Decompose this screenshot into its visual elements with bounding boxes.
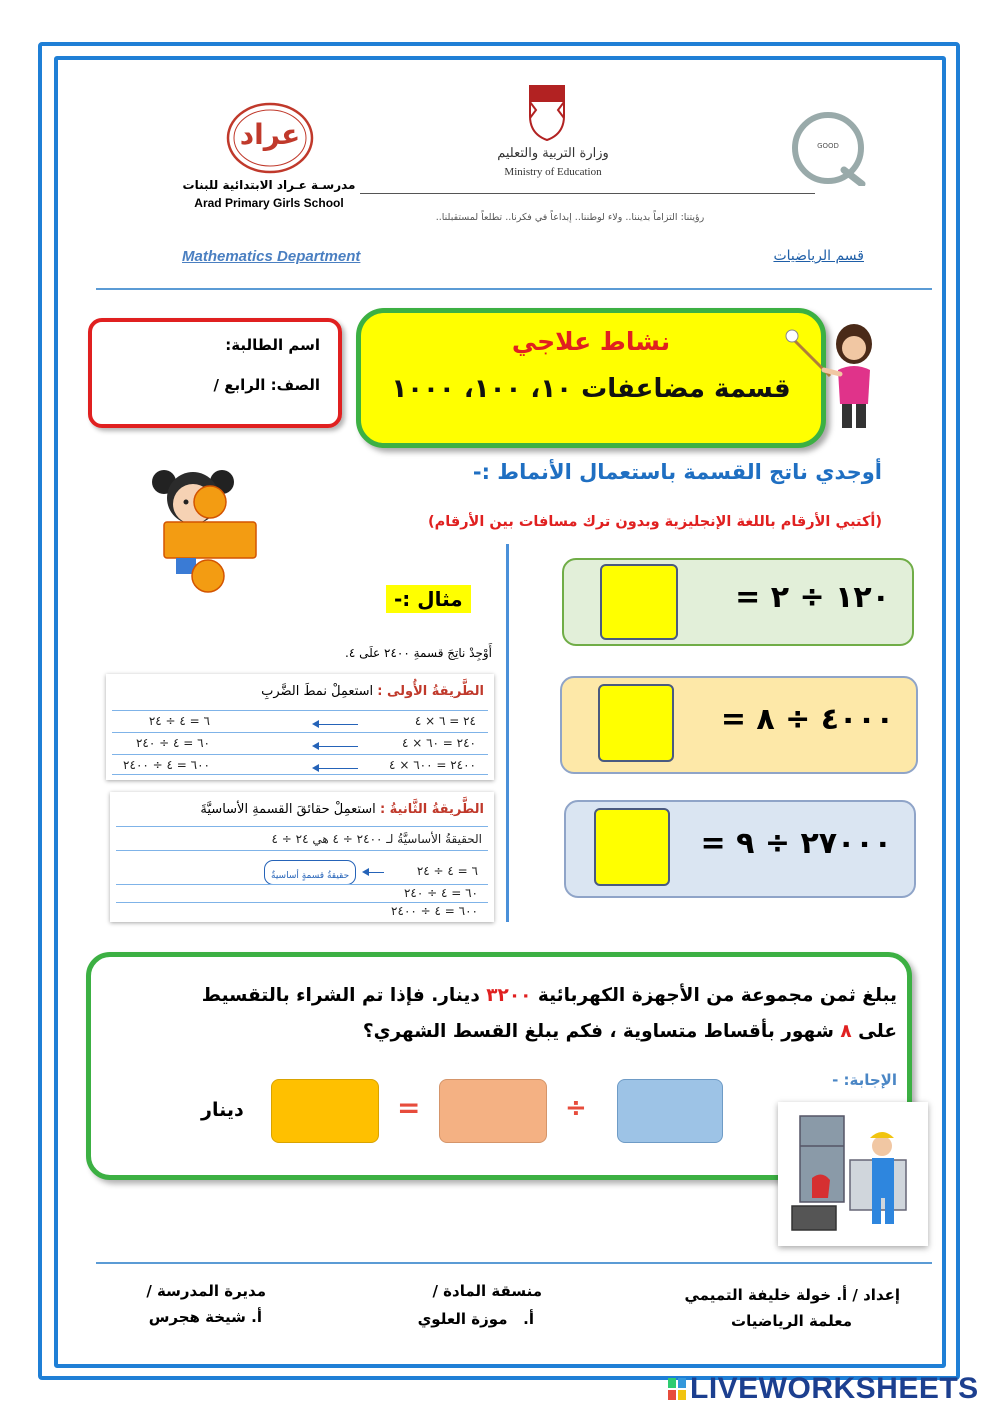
method1-desc: استعمِلْ نمطَ الضَّربِ (261, 684, 374, 699)
coordinator-name: أ. موزة العلوي (417, 1310, 534, 1328)
ministry-emblem (524, 80, 570, 142)
method2-title: الطَّريقةُ الثَّانيةُ : (379, 802, 484, 817)
division-girl-illustration (136, 460, 266, 594)
question-expression: ٤٠٠٠ ÷ ٨ = (720, 702, 894, 737)
ruled-line (112, 710, 488, 711)
word-problem-line1 (97, 985, 897, 1006)
method1-row-left: ٦٠ = ٤ ÷ ٢٤٠ (135, 736, 210, 750)
arrow-icon (314, 768, 358, 769)
column-divider (506, 544, 509, 922)
school-logo-text: عراد (239, 118, 301, 151)
ruled-line (112, 774, 488, 775)
student-info-box (88, 318, 342, 428)
method1-row-left: ٦٠٠ = ٤ ÷ ٢٤٠٠ (123, 758, 210, 772)
word-problem-text: دينار. فإذا تم الشراء بالتقسيط (201, 985, 480, 1006)
word-problem-months: ٨ (840, 1021, 852, 1042)
method2-panel (110, 792, 494, 922)
quality-badge-label: GOOD (817, 142, 839, 150)
arrow-icon (314, 724, 358, 725)
arrow-icon (314, 746, 358, 747)
method2-heading (200, 802, 484, 817)
word-problem-text: يبلغ ثمن مجموعة من الأجهزة الكهربائية (537, 985, 897, 1006)
method2-desc: استعمِلْ حقائقَ القسمةِ الأساسيَّةَ (200, 802, 376, 817)
method2-row: ٦ = ٤ ÷ ٢٤ (416, 864, 478, 878)
appliances-illustration (778, 1102, 928, 1246)
principal-label: مديرة المدرسة / (146, 1282, 266, 1300)
preparer-label: إعداد / أ. خولة خليفة التميمي (684, 1286, 900, 1304)
ruled-line (116, 902, 488, 903)
answer-box-result[interactable] (271, 1079, 379, 1143)
ruled-line (116, 884, 488, 885)
method2-fact: الحقيقةُ الأساسيَّةُ لـ ٢٤٠٠ ÷ ٤ هي ٢٤ ÷ ٤ (271, 832, 482, 846)
currency-unit: دينار (201, 1099, 244, 1121)
answer-label: الإجابة: - (832, 1071, 897, 1089)
dept-ar[interactable]: قسم الرياضيات (773, 248, 864, 264)
division-sign: ÷ (565, 1093, 587, 1123)
example-question: أَوْجِدْ ناتِجَ قسمةِ ٢٤٠٠ علَى ٤. (344, 646, 492, 660)
example-label: مثال :- (386, 585, 471, 613)
method1-row-left: ٦ = ٤ ÷ ٢٤ (148, 714, 210, 728)
answer-box-dividend[interactable] (617, 1079, 723, 1143)
method1-panel (106, 674, 494, 780)
footer-rule (96, 1262, 932, 1264)
word-problem-line2 (97, 1021, 897, 1042)
method2-tag-text: حقيقةُ قسمةٍ أساسيةٌ (271, 871, 350, 881)
method1-row-right: ٢٤ = ٦ × ٤ (414, 714, 476, 728)
answer-box-divisor[interactable] (439, 1079, 547, 1143)
ruled-line (112, 732, 488, 733)
method1-title: الطَّريقةُ الأُولى : (377, 684, 484, 699)
coordinator-label: منسقة المادة / (432, 1282, 542, 1300)
activity-title-box (356, 308, 826, 448)
method1-heading (261, 684, 484, 699)
question-expression: ٢٧٠٠٠ ÷ ٩ = (700, 826, 892, 861)
school-vision: رؤيتنا: التزاماً بديننا.. ولاء لوطننا.. إبداعاً في فكرنا.. تطلعاً لمستقبلنا.. (435, 212, 705, 223)
header-divider (360, 193, 815, 194)
question-card (560, 676, 918, 774)
principal-name: أ. شيخة هجرس (148, 1308, 262, 1326)
student-class-label: الصف: الرابع / (213, 376, 320, 394)
ministry-name-en: Ministry of Education (504, 166, 602, 178)
answer-input[interactable] (598, 684, 674, 762)
teacher-illustration (784, 318, 888, 434)
liveworksheets-watermark: LIVEWORKSHEETS (690, 1372, 979, 1405)
answer-input[interactable] (600, 564, 678, 640)
word-problem-text: على (858, 1021, 897, 1042)
instruction-main: أوجدي ناتج القسمة باستعمال الأنماط :- (472, 460, 882, 484)
activity-subtitle: قسمة مضاعفات ١٠، ١٠٠، ١٠٠٠ (391, 374, 791, 404)
method2-row: ٦٠ = ٤ ÷ ٢٤٠ (403, 886, 478, 900)
school-logo (222, 100, 318, 176)
preparer-role: معلمة الرياضيات (731, 1312, 852, 1330)
question-card (564, 800, 916, 898)
ruled-line (112, 754, 488, 755)
header-rule (96, 288, 932, 290)
activity-title: نشاط علاجي (511, 327, 671, 356)
question-expression: ١٢٠ ÷ ٢ = (735, 580, 890, 615)
answer-input[interactable] (594, 808, 670, 886)
quality-badge (792, 108, 868, 186)
student-name-label: اسم الطالبة: (225, 336, 320, 354)
ministry-name-ar: وزارة التربية والتعليم (497, 146, 609, 161)
dept-en[interactable]: Mathematics Department (182, 248, 361, 265)
arrow-icon (364, 872, 384, 873)
school-name-ar: مدرسـة عـراد الابتدائية للبنات (182, 178, 356, 192)
method2-row: ٦٠٠ = ٤ ÷ ٢٤٠٠ (391, 904, 478, 918)
liveworksheets-logo-icon (668, 1378, 686, 1400)
method1-row-right: ٢٤٠ = ٦٠ × ٤ (401, 736, 476, 750)
word-problem-text: شهور بأقساط متساوية ، فكم يبلغ القسط الشهري؟ (362, 1021, 834, 1042)
instruction-note: (أكتبي الأرقام باللغة الإنجليزية وبدون ترك مسافات بين الأرقام) (428, 514, 882, 530)
question-card (562, 558, 914, 646)
method2-tag (264, 860, 356, 885)
ruled-line (116, 850, 488, 851)
word-problem-total: ٣٢٠٠ (486, 985, 532, 1006)
ruled-line (116, 826, 488, 827)
equals-sign: = (397, 1091, 421, 1124)
school-name-en: Arad Primary Girls School (194, 196, 344, 210)
method1-row-right: ٢٤٠٠ = ٦٠٠ × ٤ (389, 758, 476, 772)
